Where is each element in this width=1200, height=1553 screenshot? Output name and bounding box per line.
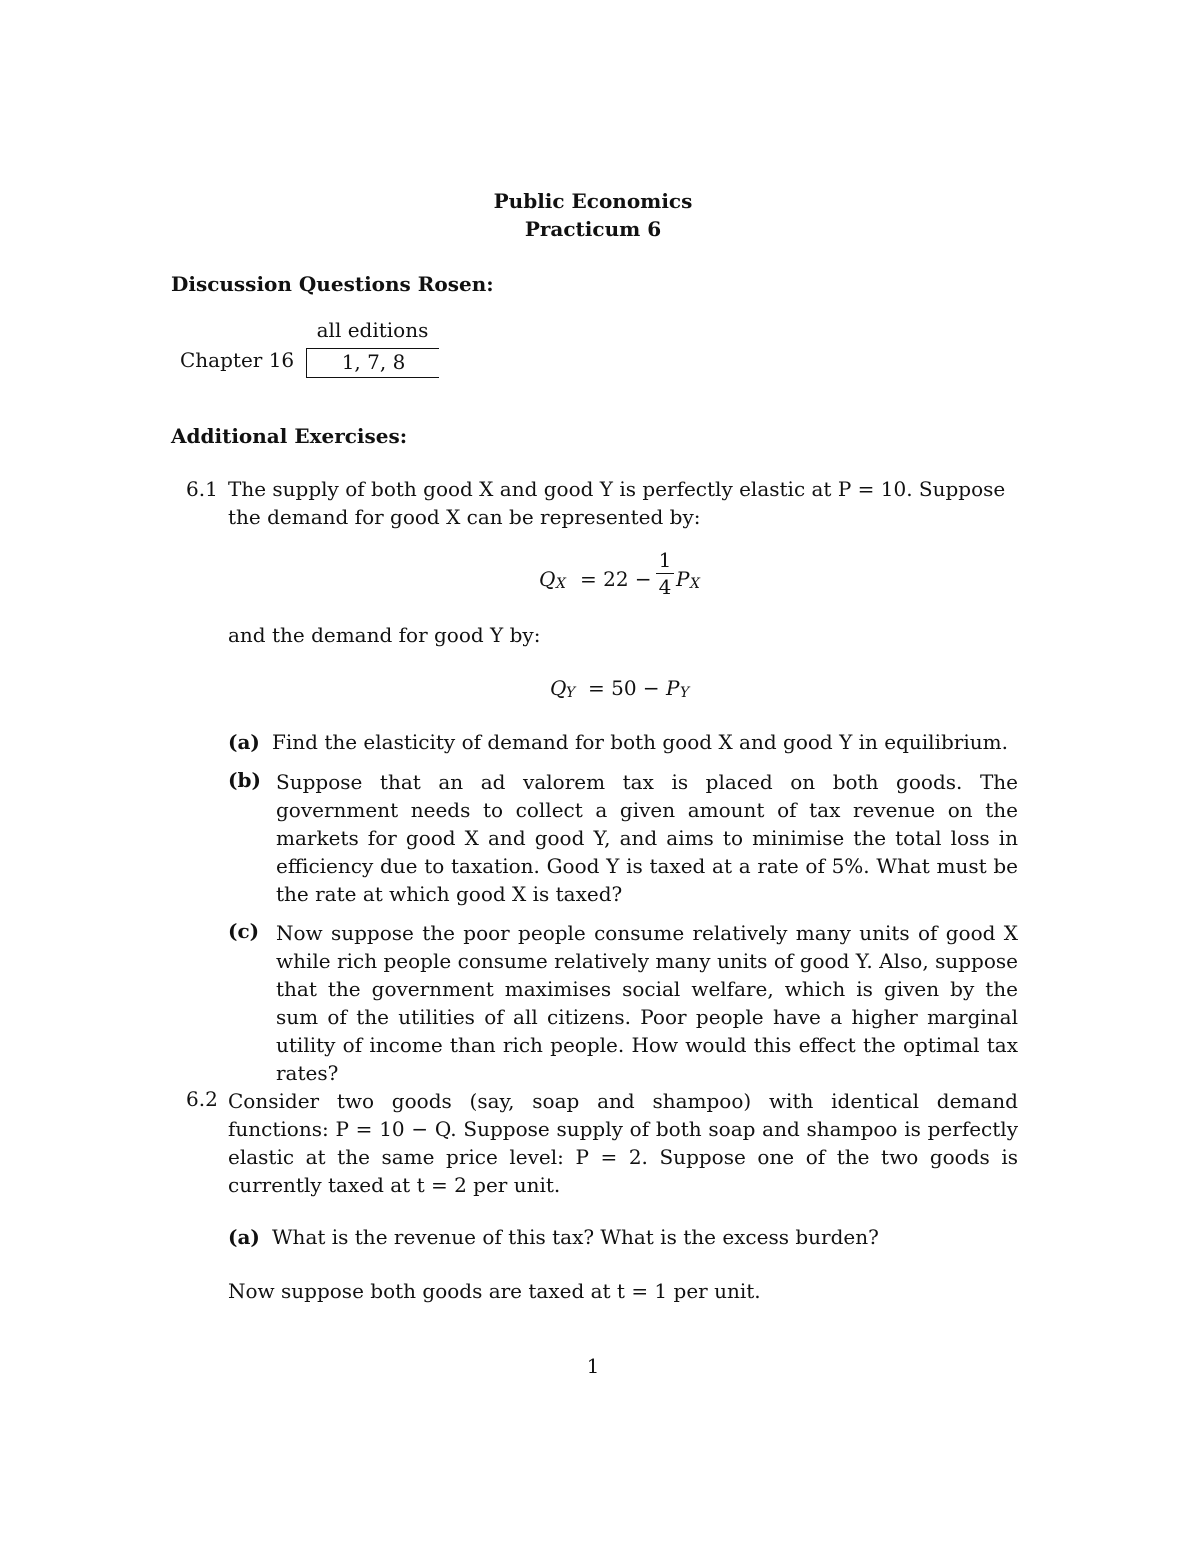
eq-operator: = 22 − xyxy=(580,567,652,591)
part-text: Suppose that an ad valorem tax is placed on both goods. The government needs to collect a given amount of tax revenue on the markets for good X and good Y, and aims to minimise the total loss in efficiency due to taxation. Good Y is taxed at a rate of 5%. What must be the rate at which good X is taxed? xyxy=(276,770,1018,906)
table-cell: 1, 7, 8 xyxy=(306,348,440,378)
table-bottom-rule xyxy=(306,377,439,378)
exercise-intro-line: The supply of both good X and good Y is perfectly elastic at P = 10. Suppose xyxy=(228,477,1006,501)
page-subtitle: Practicum 6 xyxy=(524,217,662,241)
exercise-number: 6.1 xyxy=(186,477,218,501)
eq-denominator: 4 xyxy=(658,575,672,599)
eq-operator: = 50 − xyxy=(588,676,660,700)
table-column-header: all editions xyxy=(316,318,429,342)
exercise-text-line: and the demand for good Y by: xyxy=(228,623,541,647)
exercise-text: Consider two goods (say, soap and shampoo) with identical demand functions: P = 10 − Q. Suppose supply of both soap and shampoo is perfectly elastic at the same price level: P = 2. Suppose one of the two goods is currently taxed at t = 2 per unit. xyxy=(228,1089,1018,1197)
part-label: (b) xyxy=(228,768,261,792)
part-label: (a) xyxy=(228,1225,260,1249)
exercise-text-line: Now suppose both goods are taxed at t = 1 per unit. xyxy=(228,1279,761,1303)
part-label: (a) xyxy=(228,730,260,754)
eq-fraction xyxy=(656,548,674,599)
table-row-label: Chapter 16 xyxy=(180,348,295,372)
exercise-intro-line: the demand for good X can be represented by: xyxy=(228,505,701,529)
eq-subscript: X xyxy=(690,576,700,592)
part-text: What is the revenue of this tax? What is the excess burden? xyxy=(272,1225,879,1249)
additional-heading: Additional Exercises: xyxy=(171,424,408,448)
eq-fraction-bar xyxy=(656,573,674,574)
eq-subscript: X xyxy=(556,576,566,592)
eq-numerator: 1 xyxy=(658,548,672,572)
page-number: 1 xyxy=(586,1354,600,1378)
eq-symbol: Q xyxy=(550,676,567,700)
part-label: (c) xyxy=(228,919,260,943)
eq-subscript: Y xyxy=(680,685,690,701)
part-text: Find the elasticity of demand for both good X and good Y in equilibrium. xyxy=(272,730,1008,754)
page-title: Public Economics xyxy=(493,189,693,213)
eq-subscript: Y xyxy=(566,685,576,701)
eq-symbol: P xyxy=(666,676,680,700)
exercise-number: 6.2 xyxy=(186,1087,218,1111)
eq-symbol: P xyxy=(676,567,690,591)
discussion-heading: Discussion Questions Rosen: xyxy=(171,272,494,296)
eq-symbol: Q xyxy=(539,567,556,591)
part-text: Now suppose the poor people consume relatively many units of good X while rich people consume relatively many units of good Y. Also, suppose that the government maximises social welfare, which is given by the sum of the utilities of all citizens. Poor people have a higher marginal utility of income than rich people. How would this effect the optimal tax rates? xyxy=(276,921,1018,1085)
